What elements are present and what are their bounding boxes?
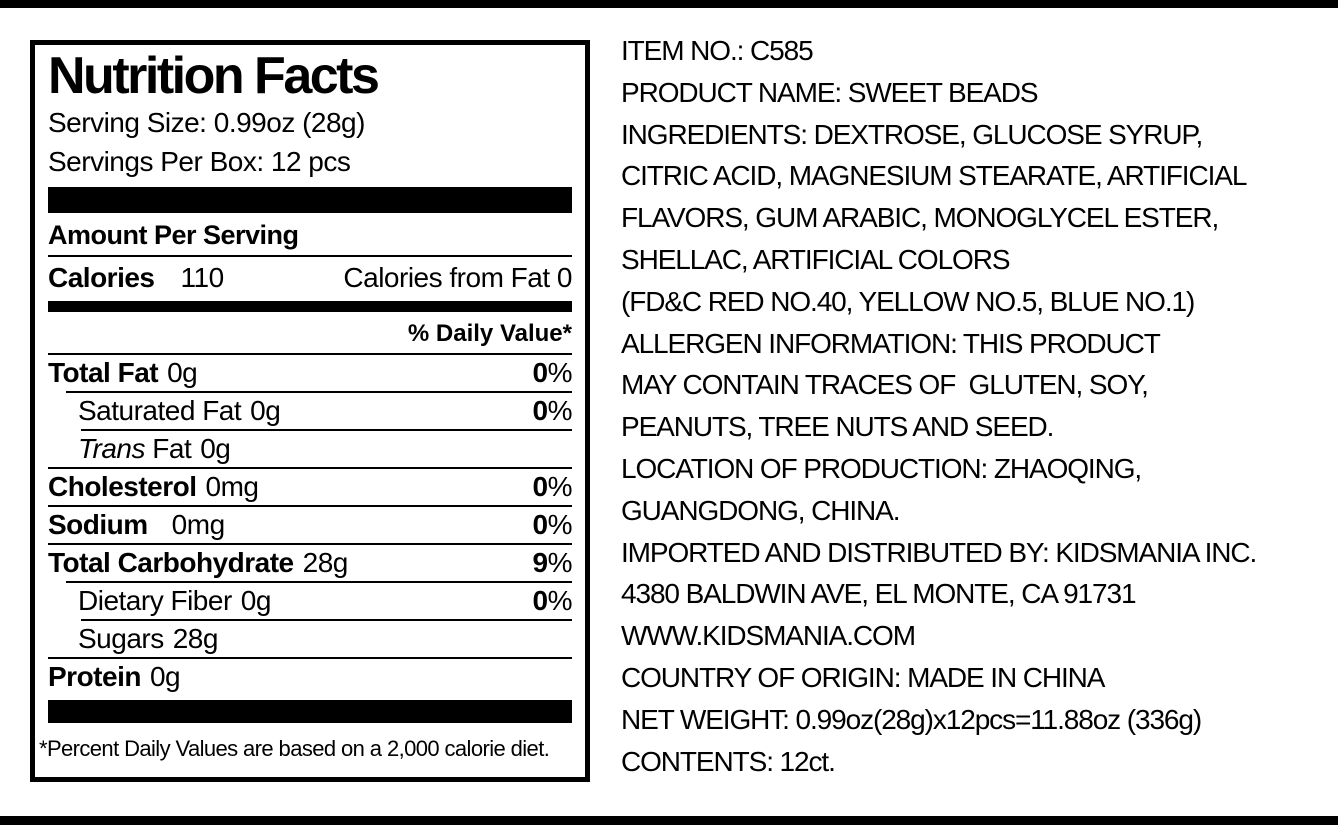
product-info bbox=[621, 30, 1335, 782]
product-info-line: GUANGDONG, CHINA. bbox=[621, 494, 900, 526]
nutrient-name: Total Carbohydrate bbox=[48, 547, 294, 578]
serving-size-text: Serving Size: 0.99oz (28g) bbox=[48, 107, 365, 138]
nutrient-row-protein bbox=[48, 659, 572, 695]
nutrient-row-cholesterol bbox=[48, 469, 572, 505]
product-info-line-contents: CONTENTS: 12ct. bbox=[621, 745, 835, 777]
product-info-line: CITRIC ACID, MAGNESIUM STEARATE, ARTIFICIAL bbox=[621, 160, 1247, 192]
daily-value-footnote: *Percent Daily Values are based on a 2,000 calorie diet. bbox=[39, 736, 550, 761]
nutrient-amount: 0g bbox=[240, 585, 271, 616]
nutrient-row-sodium bbox=[48, 507, 572, 543]
nutrient-amount: 0g bbox=[149, 661, 181, 692]
nutrient-name: Total Fat bbox=[48, 357, 159, 388]
product-info-line-item-no: ITEM NO.: C585 bbox=[621, 35, 813, 66]
nutrient-amount: 0mg bbox=[205, 471, 259, 502]
amount-per-serving-heading: Amount Per Serving bbox=[48, 213, 572, 257]
nutrient-row-total-carbohydrate bbox=[48, 545, 572, 581]
nutrient-name: Cholesterol bbox=[48, 471, 197, 502]
nutrient-name: Sugars bbox=[78, 623, 164, 654]
nutrient-amount: 0g bbox=[167, 357, 198, 388]
nutrient-name-rest: Fat bbox=[145, 433, 192, 464]
nutrient-row-trans-fat bbox=[48, 431, 572, 467]
top-border-rule bbox=[0, 0, 1338, 8]
daily-value: 9% bbox=[532, 547, 572, 578]
product-info-line: PEANUTS, TREE NUTS AND SEED. bbox=[621, 411, 1054, 443]
nutrition-facts-panel bbox=[30, 40, 590, 782]
product-info-line: SHELLAC, ARTIFICIAL COLORS bbox=[621, 243, 1010, 275]
nutrient-row-total-fat bbox=[48, 355, 572, 391]
product-info-line-origin: COUNTRY OF ORIGIN: MADE IN CHINA bbox=[621, 661, 1105, 693]
calories-from-fat: Calories from Fat 0 bbox=[343, 262, 572, 293]
product-info-line: FLAVORS, GUM ARABIC, MONOGLYCEL ESTER, bbox=[621, 202, 1219, 234]
nutrient-amount: 0g bbox=[250, 395, 281, 426]
daily-value: 0% bbox=[532, 395, 572, 426]
calories-value: 110 bbox=[180, 262, 224, 293]
thick-divider-bar bbox=[48, 187, 572, 213]
nutrient-amount: 28g bbox=[302, 547, 348, 578]
daily-value: 0% bbox=[532, 357, 572, 388]
nutrient-name: Protein bbox=[48, 661, 141, 692]
daily-value: 0% bbox=[532, 585, 572, 616]
daily-value: 0% bbox=[532, 509, 572, 540]
nutrition-facts-title: Nutrition Facts bbox=[48, 47, 378, 105]
product-info-line: MAY CONTAIN TRACES OF GLUTEN, SOY, bbox=[621, 369, 1148, 401]
nutrient-name: Sodium bbox=[48, 509, 148, 540]
product-info-line-website: WWW.KIDSMANIA.COM bbox=[621, 620, 915, 652]
product-info-line-ingredients: INGREDIENTS: DEXTROSE, GLUCOSE SYRUP, bbox=[621, 118, 1203, 150]
product-info-line-colors: (FD&C RED NO.40, YELLOW NO.5, BLUE NO.1) bbox=[621, 285, 1195, 317]
nutrient-row-sugars bbox=[48, 621, 572, 657]
calories-label: Calories bbox=[48, 262, 155, 293]
nutrient-amount: 0g bbox=[200, 433, 231, 464]
daily-value: 0% bbox=[532, 471, 572, 502]
product-info-line-address: 4380 BALDWIN AVE, EL MONTE, CA 91731 bbox=[621, 578, 1136, 610]
medium-divider-bar bbox=[48, 301, 572, 312]
product-info-line-distributor: IMPORTED AND DISTRIBUTED BY: KIDSMANIA INC. bbox=[621, 536, 1257, 568]
nutrient-row-dietary-fiber bbox=[48, 583, 572, 619]
calories-row bbox=[48, 257, 572, 301]
bottom-border-rule bbox=[0, 816, 1338, 825]
nutrient-name: Dietary Fiber bbox=[78, 585, 232, 616]
nutrient-amount: 0mg bbox=[171, 509, 225, 540]
servings-per-box-text: Servings Per Box: 12 pcs bbox=[48, 146, 351, 177]
product-info-line-allergen: ALLERGEN INFORMATION: THIS PRODUCT bbox=[621, 327, 1160, 359]
product-info-line-location: LOCATION OF PRODUCTION: ZHAOQING, bbox=[621, 452, 1142, 484]
nutrient-name: Saturated Fat bbox=[78, 395, 242, 426]
nutrient-row-saturated-fat bbox=[48, 393, 572, 429]
product-info-line-product-name: PRODUCT NAME: SWEET BEADS bbox=[621, 76, 1038, 108]
nutrient-name: Trans bbox=[78, 433, 145, 464]
nutrient-amount: 28g bbox=[172, 623, 218, 654]
thick-divider-bar bbox=[48, 700, 572, 723]
daily-value-header: % Daily Value* bbox=[48, 312, 572, 355]
product-info-line-net-weight: NET WEIGHT: 0.99oz(28g)x12pcs=11.88oz (336g) bbox=[621, 703, 1202, 735]
